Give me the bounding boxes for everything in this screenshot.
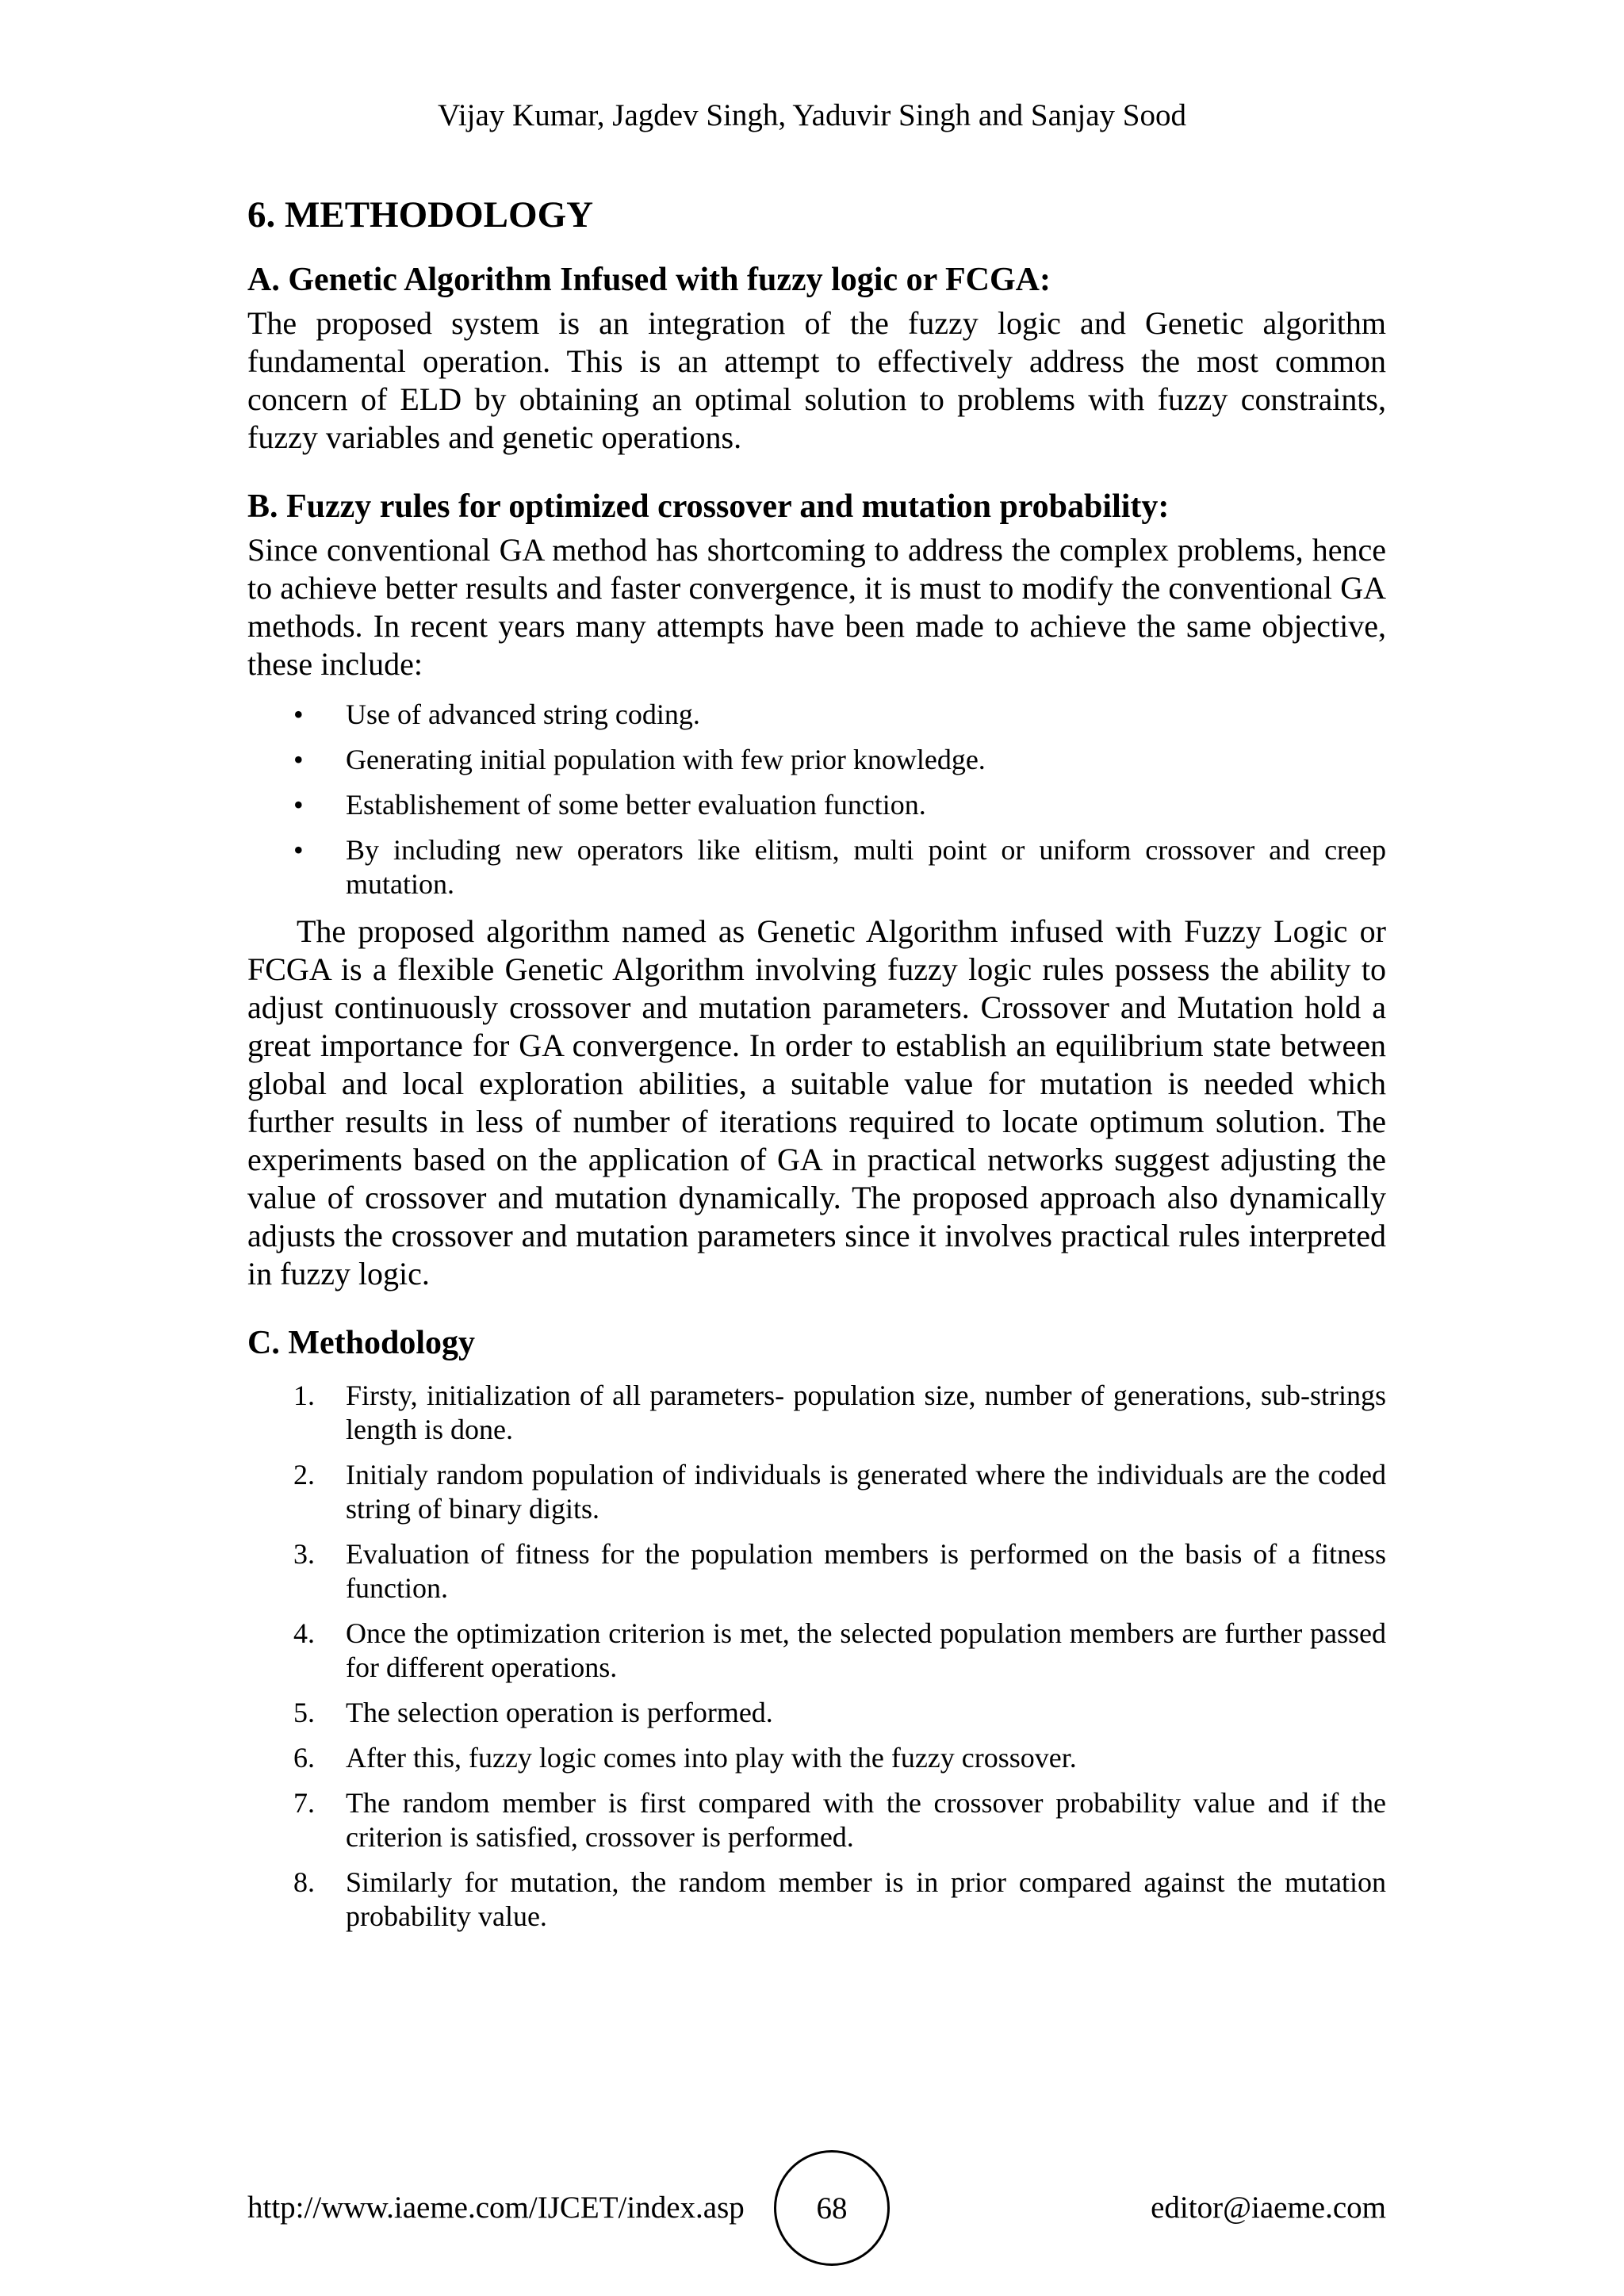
list-item: • Establishement of some better evaluation function.: [293, 789, 926, 821]
list-item: 7. The random member is first compared with the crossover probability value and if the criterion is satisfied, crossover is performed.: [293, 1787, 1386, 1853]
list-item: • Generating initial population with few prior knowledge.: [293, 744, 986, 775]
list-item: • Use of advanced string coding.: [293, 698, 700, 730]
bullet-icon: •: [293, 744, 304, 775]
list-item: 6. After this, fuzzy logic comes into play with the fuzzy crossover.: [293, 1742, 1077, 1774]
subsection-b-paragraph-2: The proposed algorithm named as Genetic Algorithm infused with Fuzzy Logic or FCGA is a flexible Genetic Algorithm involving fuzzy logic rules possess the ability to adjust continuously crossover and mutation parameters. Crossover and Mutation hold a great importance for GA convergence. In order to establish an equilibrium state between global and local exploration abilities, a suitable value for mutation is needed which further results in less of number of iterations required to locate optimum solution. The experiments based on the application of GA in practical networks suggest adjusting the value of crossover and mutation dynamically. The proposed approach also dynamically adjusts the crossover and mutation parameters since it involves practical rules interpreted in fuzzy logic.: [247, 913, 1386, 1292]
section-title: 6. METHODOLOGY: [247, 194, 594, 235]
list-item: 1. Firsty, initialization of all parameters- population size, number of generations, sub-strings length is done.: [293, 1380, 1386, 1445]
bullet-list: [247, 698, 1386, 901]
page-footer: [247, 2150, 1386, 2269]
list-item: 4. Once the optimization criterion is met, the selected population members are further passed for different operations.: [293, 1617, 1386, 1683]
main-content: [247, 190, 1386, 1945]
list-item: 3. Evaluation of fitness for the population members is performed on the basis of a fitness function.: [293, 1538, 1386, 1604]
bullet-icon: •: [293, 834, 304, 866]
list-item: 5. The selection operation is performed.: [293, 1697, 773, 1728]
methodology-steps: [247, 1379, 1386, 1934]
editor-email[interactable]: editor@iaeme.com: [1151, 2191, 1386, 2225]
journal-link[interactable]: http://www.iaeme.com/IJCET/index.asp: [247, 2191, 745, 2225]
page-number: 68: [774, 2150, 890, 2266]
list-item: • By including new operators like elitism, multi point or uniform crossover and creep mutation.: [293, 834, 1386, 900]
subsection-b-paragraph-1: Since conventional GA method has shortcoming to address the complex problems, hence to achieve better results and faster convergence, it is must to modify the conventional GA methods. In recent years many attempts have been made to achieve the same objective, these include:: [247, 532, 1386, 682]
list-item: 8. Similarly for mutation, the random member is in prior compared against the mutation probability value.: [293, 1866, 1386, 1932]
subsection-a-paragraph: The proposed system is an integration of the fuzzy logic and Genetic algorithm fundamental operation. This is an attempt to effectively address the most common concern of ELD by obtaining an optimal solution to problems with fuzzy constraints, fuzzy variables and genetic operations.: [247, 305, 1386, 455]
running-header: Vijay Kumar, Jagdev Singh, Yaduvir Singh and Sanjay Sood: [438, 98, 1186, 132]
list-item: 2. Initialy random population of individuals is generated where the individuals are the coded string of binary digits.: [293, 1459, 1386, 1525]
subsection-b-title: B. Fuzzy rules for optimized crossover and mutation probability:: [247, 488, 1170, 525]
bullet-icon: •: [293, 698, 304, 730]
subsection-c-title: C. Methodology: [247, 1325, 475, 1361]
subsection-a-title: A. Genetic Algorithm Infused with fuzzy logic or FCGA:: [247, 262, 1051, 298]
bullet-icon: •: [293, 789, 304, 821]
